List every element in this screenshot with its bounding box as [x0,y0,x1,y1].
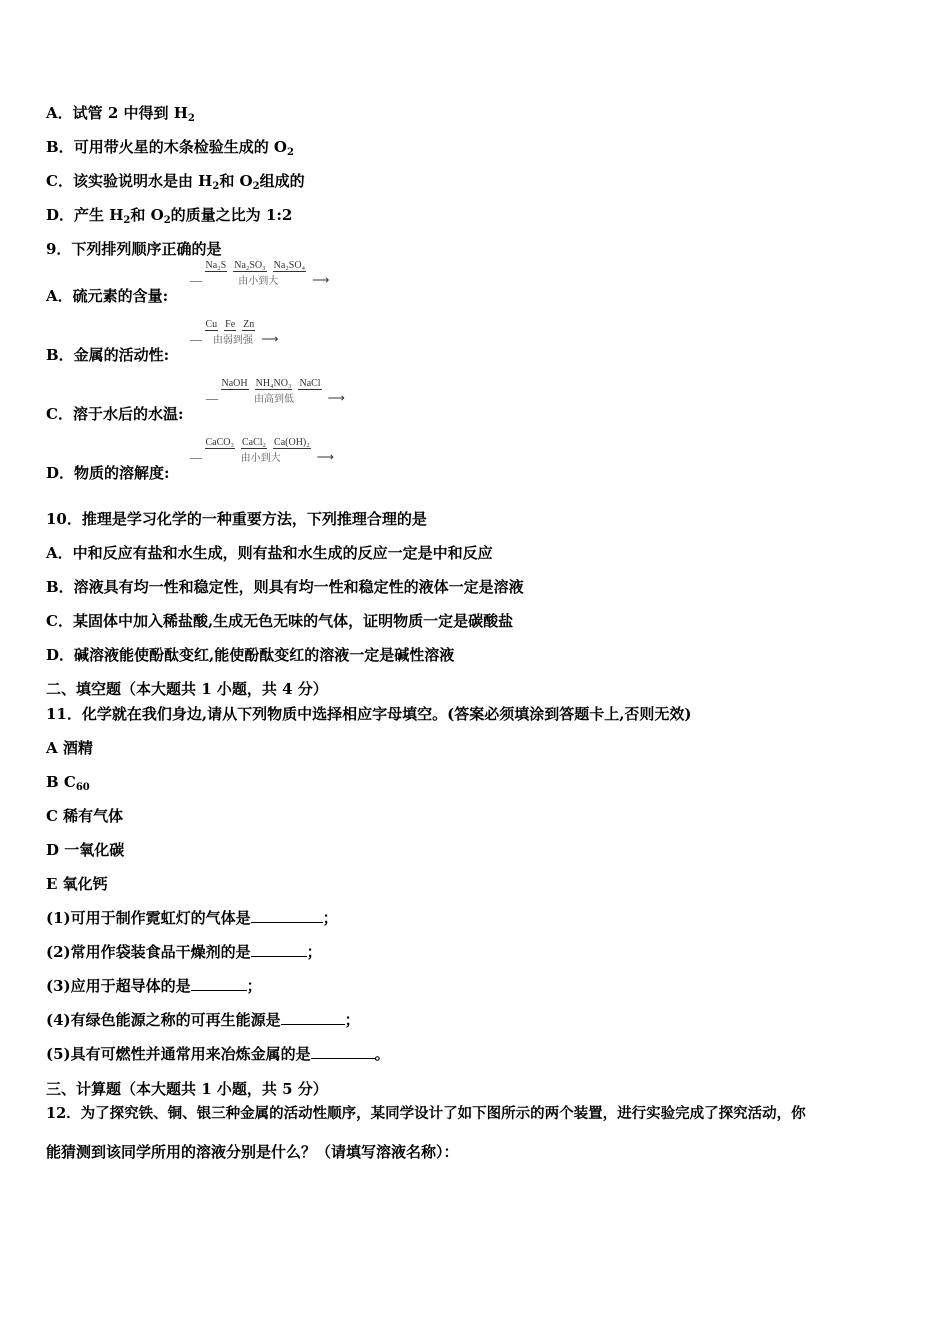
right-arrow-icon: ⟶ [261,332,279,346]
order-term: Na₂SO₃ [234,260,266,271]
order-term: NaOH [221,378,248,389]
order-note: 由高到低 [254,394,295,405]
order-term: NH₄NO₃ [255,378,292,389]
order-note: 由弱到强 [212,335,253,346]
q11-choice-c: C 稀有气体 [46,807,124,825]
q11-question-1: (1)可用于制作霓虹灯的气体是 ； [46,909,338,927]
answer-blank[interactable] [191,976,247,991]
q12-line-2: 能猜测到该同学所用的溶液分别是什么？（请填写溶液名称）： [46,1143,459,1161]
q10-stem: 10．推理是学习化学的一种重要方法，下列推理合理的是 [46,510,427,528]
q9-option-b [46,319,446,370]
q11-question-5: (5)具有可燃性并通常用来冶炼金属的是 。 [46,1045,390,1063]
q9-stem: 9．下列排列顺序正确的是 [46,240,222,258]
order-term: Zn [243,319,255,330]
q10-option-c: C．某固体中加入稀盐酸,生成无色无味的气体，证明物质一定是碳酸盐 [46,612,514,630]
q9-option-d-label: D．物质的溶解度: [46,464,170,482]
order-term: Cu [205,319,218,330]
q9-option-a-label: A．硫元素的含量: [46,287,169,305]
q9-option-c-order: — NaOH NH₄NO₃ NaCl 由高到低 ⟶ [206,378,345,405]
order-term: Ca(OH)₂ [274,437,310,448]
q11-question-3: (3)应用于超导体的是 ； [46,977,262,995]
answer-blank[interactable] [281,1010,345,1025]
q11-stem: 11．化学就在我们身边,请从下列物质中选择相应字母填空。(答案必须填涂到答题卡上,否则无效) [46,705,692,723]
answer-blank[interactable] [251,908,323,923]
q10-option-b: B．溶液具有均一性和稳定性，则具有均一性和稳定性的液体一定是溶液 [46,578,524,596]
q8-option-d: D．产生 $H_2$和 $O_2$的质量之比为 1:2 [46,206,293,226]
order-note: 由小到大 [238,276,279,287]
q11-choice-a: A 酒精 [46,739,93,757]
q9-option-b-order: — Cu Fe Zn 由弱到强 ⟶ [190,319,279,346]
q9-option-d-order: — CaCO₃ CaCl₂ Ca(OH)₂ 由小到大 ⟶ [190,437,334,464]
q11-choice-b: B $C_{60}$ [46,773,90,793]
order-note: 由小到大 [240,453,281,464]
order-term: CaCO₃ [205,437,234,448]
q10-option-a: A．中和反应有盐和水生成，则有盐和水生成的反应一定是中和反应 [46,544,493,562]
section-3-heading: 三、计算题（本大题共 1 小题，共 5 分） [46,1080,328,1098]
section-2-heading: 二、填空题（本大题共 1 小题，共 4 分） [46,680,328,698]
q9-option-b-label: B．金属的活动性: [46,346,170,364]
answer-blank[interactable] [311,1044,375,1059]
right-arrow-icon: ⟶ [312,273,330,287]
order-term: Na₂SO₄ [273,260,306,271]
q9-option-a [46,260,446,311]
order-term: Na₂S [205,260,227,271]
order-term: CaCl₂ [242,437,267,448]
q9-option-a-order: — Na₂S Na₂SO₃ Na₂SO₄ 由小到大 ⟶ [190,260,330,287]
right-arrow-icon: ⟶ [327,391,345,405]
q8-option-c: C．该实验说明水是由 $H_2$和 $O_2$组成的 [46,172,305,192]
q12-line-1: 12．为了探究铁、铜、银三种金属的活动性顺序，某同学设计了如下图所示的两个装置，进行实验完成了探究活动，你 [46,1105,806,1122]
order-term: NaCl [299,378,321,389]
answer-blank[interactable] [251,942,307,957]
q9-option-c [46,378,446,429]
q11-choice-e: E 氧化钙 [46,875,108,893]
q11-question-2: (2)常用作袋装食品干燥剂的是 ； [46,943,322,961]
q8-option-a: A．试管 2 中得到 $H_2$ [46,104,195,124]
order-term: Fe [225,319,236,330]
q10-option-d: D．碱溶液能使酚酞变红,能使酚酞变红的溶液一定是碱性溶液 [46,646,455,664]
q9-option-d [46,437,446,488]
q9-option-c-label: C．溶于水后的水温: [46,405,184,423]
q8-option-b: B．可用带火星的木条检验生成的 $O_2$ [46,138,294,158]
q11-question-4: (4)有绿色能源之称的可再生能源是 ； [46,1011,360,1029]
q11-choice-d: D 一氧化碳 [46,841,125,859]
right-arrow-icon: ⟶ [316,450,334,464]
